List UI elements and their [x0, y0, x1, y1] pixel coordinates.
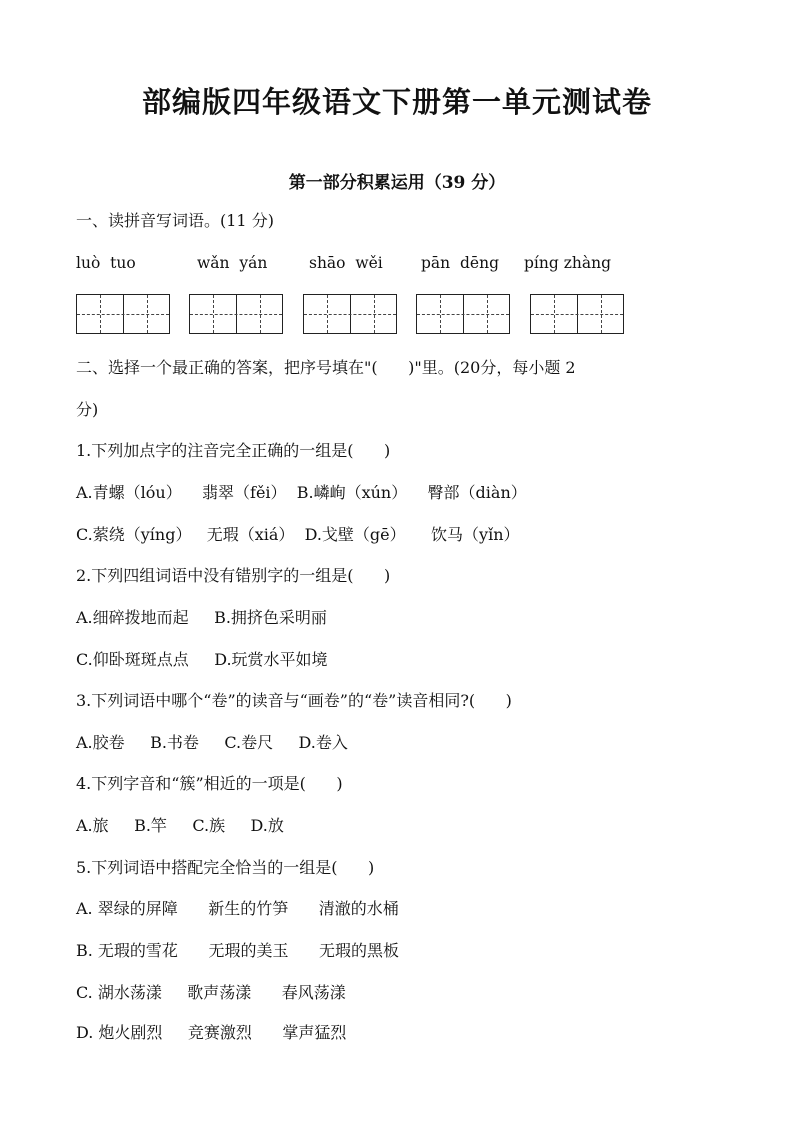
item-3-options: A.胶卷 B.书卷 C.卷尺 D.卷入	[76, 733, 348, 752]
writing-grid-1[interactable]	[76, 294, 170, 334]
pinyin-1: luò tuo	[76, 254, 136, 272]
item-4-options: A.旅 B.竿 C.族 D.放	[76, 816, 284, 835]
item-5-stem: 5.下列词语中搭配完全恰当的一组是( )	[76, 858, 375, 877]
item-1-options-ab: A.青螺（lóu） 翡翠（fěi） B.嶙峋（xún） 臀部（diàn）	[76, 483, 527, 502]
writing-grid-3[interactable]	[303, 294, 397, 334]
item-5-option-a: A. 翠绿的屏障 新生的竹笋 清澈的水桶	[76, 899, 399, 918]
item-4-stem: 4.下列字音和“簇”相近的一项是( )	[76, 774, 343, 793]
writing-grid-5[interactable]	[530, 294, 624, 334]
pinyin-5: píng zhàng	[524, 254, 612, 272]
item-3-stem: 3.下列词语中哪个“卷”的读音与“画卷”的“卷”读音相同?( )	[76, 691, 512, 710]
item-2-stem: 2.下列四组词语中没有错别字的一组是( )	[76, 566, 391, 585]
item-1-options-cd: C.萦绕（yíng） 无瑕（xiá） D.戈壁（gē） 饮马（yǐn）	[76, 525, 520, 544]
item-2-options-cd: C.仰卧斑斑点点 D.玩赏水平如境	[76, 650, 328, 669]
pinyin-4: pān dēng	[421, 254, 499, 272]
writing-grid-2[interactable]	[189, 294, 283, 334]
item-5-option-c: C. 湖水荡漾 歌声荡漾 春风荡漾	[76, 983, 346, 1002]
item-5-option-d: D. 炮火剧烈 竞赛激烈 掌声猛烈	[76, 1023, 347, 1042]
question-one-heading: 一、读拼音写词语。(11 分)	[76, 211, 274, 230]
page-title: 部编版四年级语文下册第一单元测试卷	[141, 85, 652, 119]
writing-grid-4[interactable]	[416, 294, 510, 334]
question-two-heading: 二、选择一个最正确的答案，把序号填在"( )"里。(20分，每小题 2	[76, 358, 576, 377]
pinyin-3: shāo wěi	[309, 254, 383, 272]
item-2-options-ab: A.细碎拨地而起 B.拥挤色采明丽	[76, 608, 327, 627]
item-1-stem: 1.下列加点字的注音完全正确的一组是( )	[76, 441, 391, 460]
question-two-heading-cont: 分)	[76, 400, 99, 419]
pinyin-2: wǎn yán	[197, 254, 268, 272]
item-5-option-b: B. 无瑕的雪花 无瑕的美玉 无瑕的黑板	[76, 941, 399, 960]
part-one-heading: 第一部分积累运用（39 分）	[288, 173, 506, 193]
